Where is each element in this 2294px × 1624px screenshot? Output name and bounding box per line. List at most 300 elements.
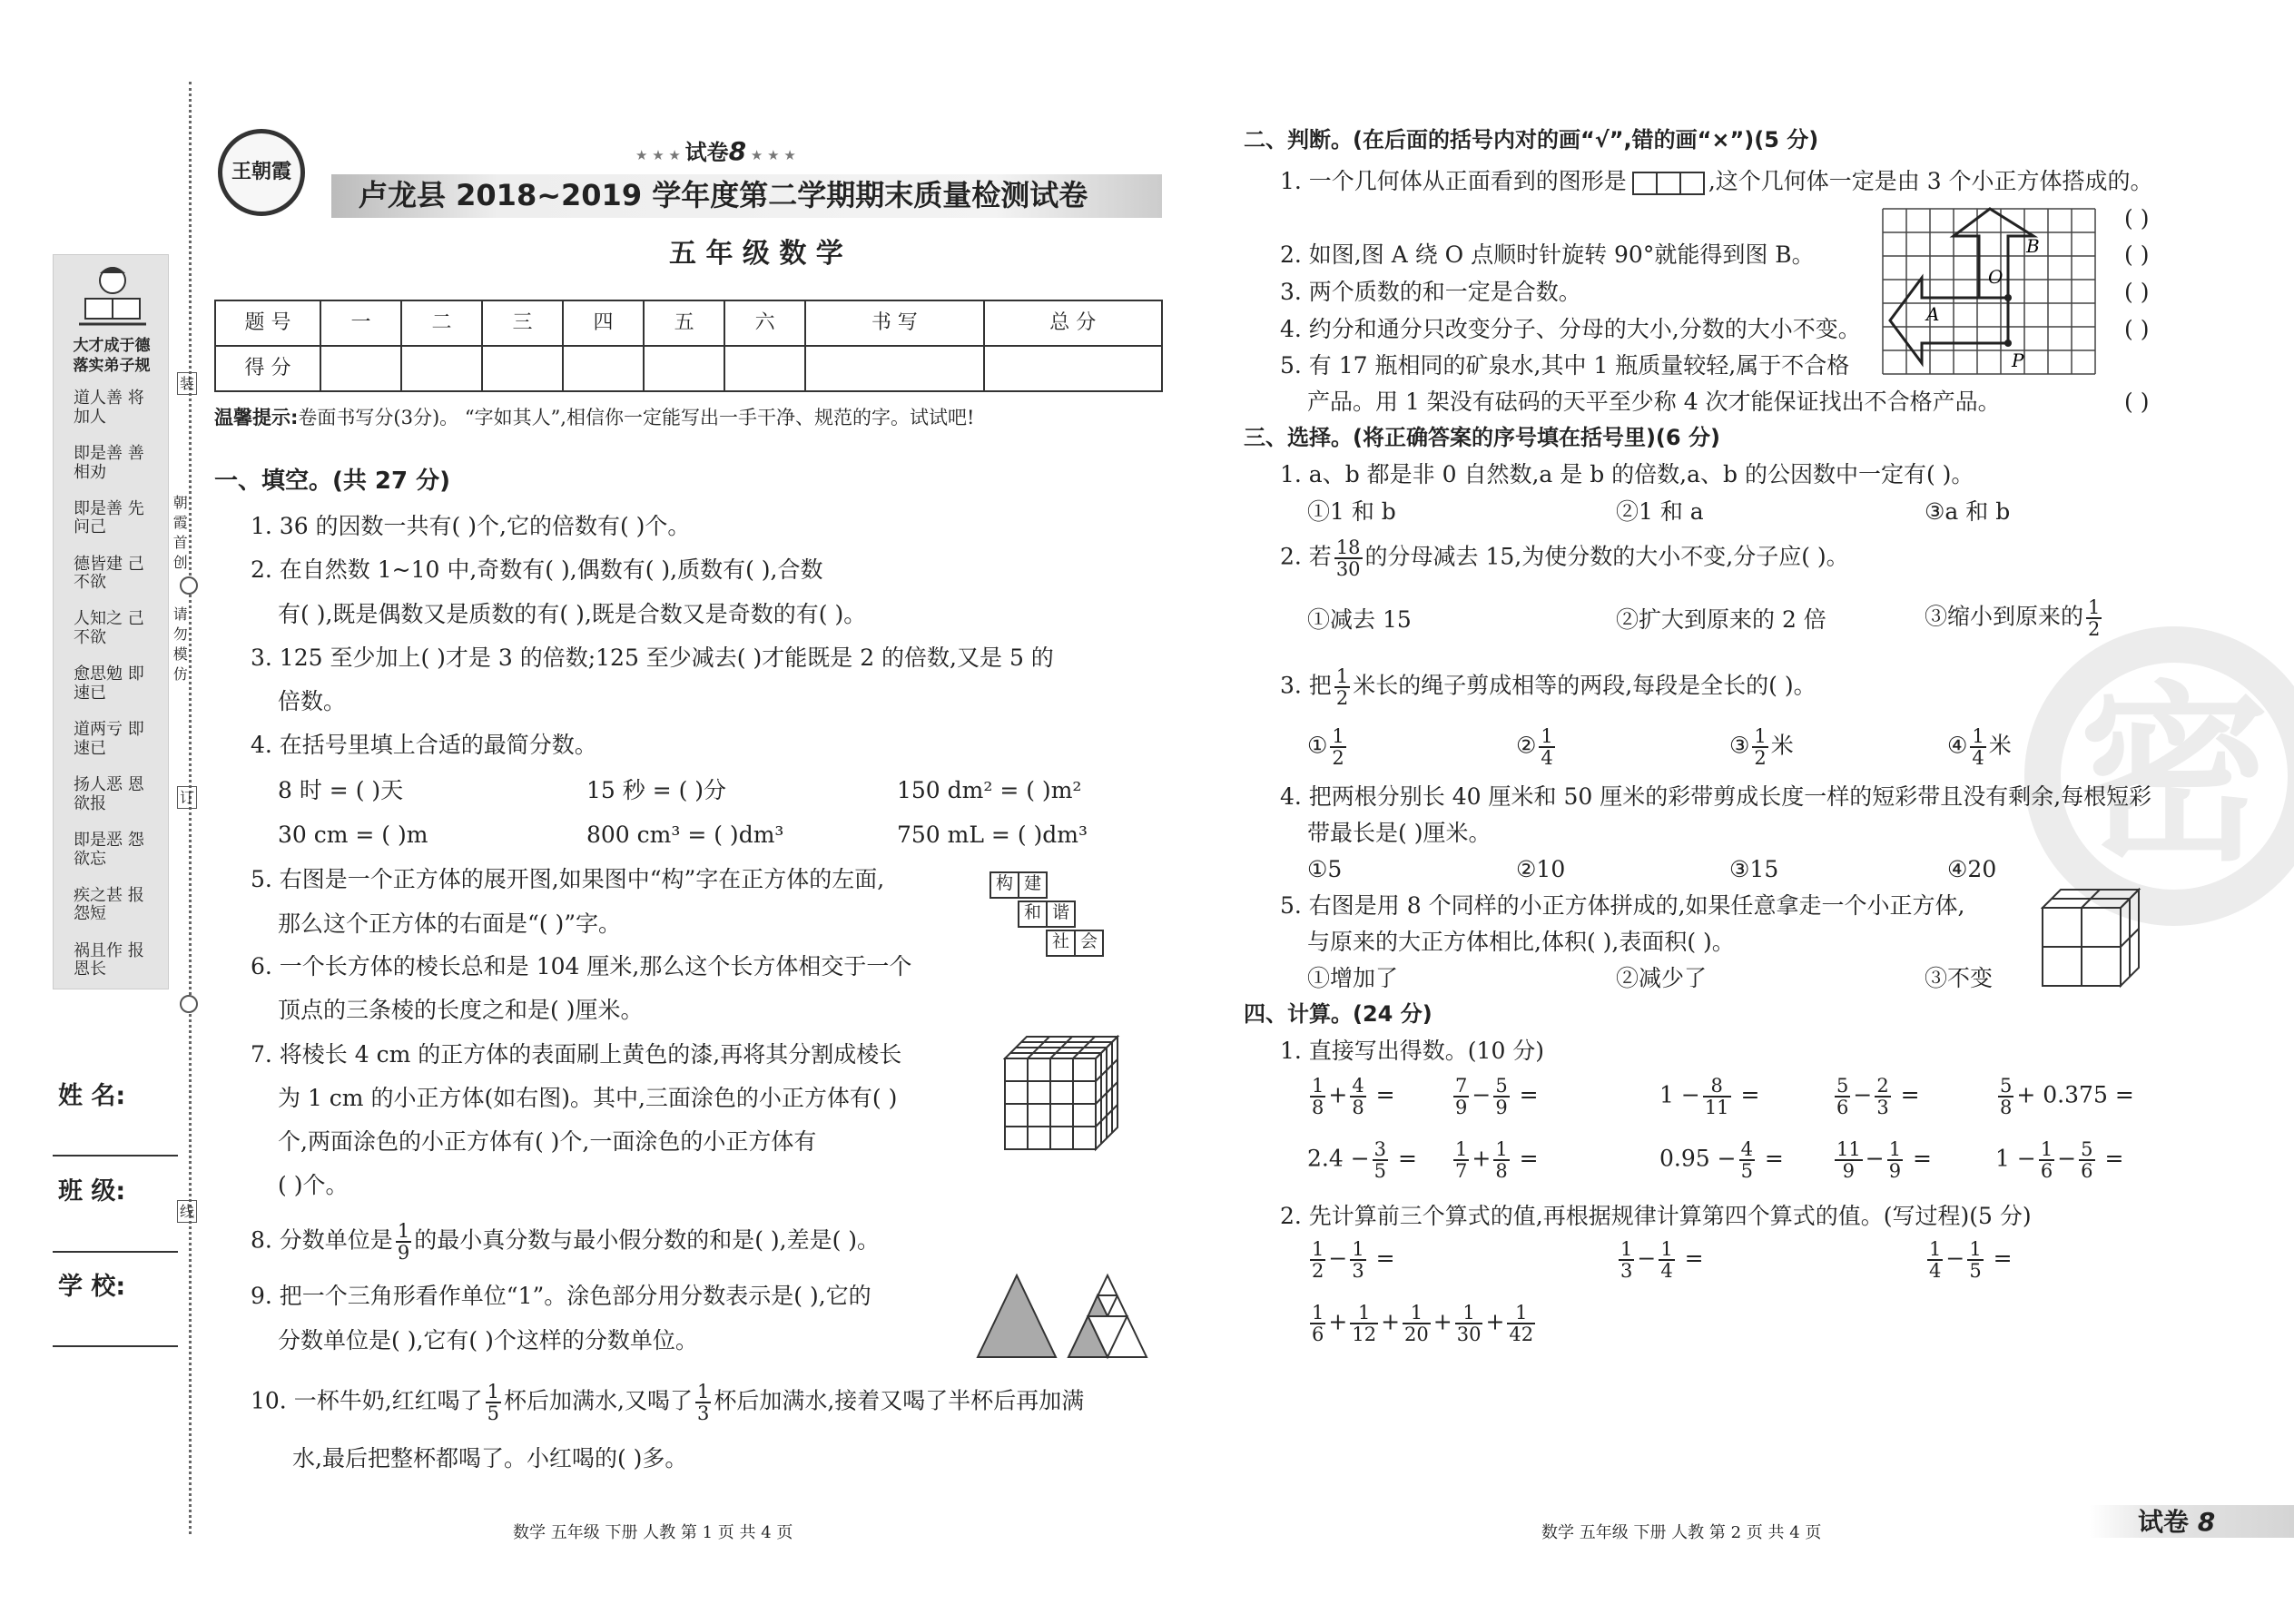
operator: + [1485, 1308, 1505, 1335]
fraction-den: 3 [1620, 1260, 1633, 1283]
operand: 0.95 [1659, 1145, 1710, 1172]
fraction-den: 9 [1455, 1097, 1468, 1119]
footer-right: 数学 五年级 下册 人教 第 2 页 共 4 页 [1541, 1523, 1822, 1542]
score-head-label: 题 号 [215, 300, 320, 346]
fraction-den: 6 [2081, 1160, 2093, 1183]
s3-q5-line2: 与原来的大正方体相比,体积( ),表面积( )。 [1307, 929, 1735, 955]
opt-unit: 米 [1988, 732, 2012, 759]
s3-q4-line2: 带最长是( )厘米。 [1307, 820, 1492, 846]
badge-number: 8 [728, 136, 747, 166]
exam-subtitle: 五 年 级 数 学 [669, 238, 843, 270]
calc-item [1659, 1076, 1759, 1117]
score-head-writing: 书 写 [805, 300, 983, 346]
fraction-num: 1 [1350, 1303, 1378, 1324]
maxim-10: 疾之甚 报怨短 [74, 885, 144, 924]
operator: + [1433, 1308, 1452, 1335]
calc-item [1307, 1076, 1395, 1117]
fraction [2039, 1139, 2054, 1181]
equals-sign: = [1398, 1145, 1417, 1172]
fraction [1998, 1076, 2013, 1117]
fraction [1739, 1139, 1755, 1181]
watermark-char: 密 [2078, 664, 2269, 887]
seal-char-bot: 线 [177, 1200, 197, 1223]
badge-stars-right: ★ ★ ★ [746, 147, 796, 163]
s2-q1 [1280, 168, 2153, 195]
s1-q2-line1: 2. 在自然数 1~10 中,奇数有( ),偶数有( ),质数有( ),合数 [251, 556, 823, 583]
maxim-8: 扬人恶 恩欲报 [74, 775, 144, 813]
operator: − [2057, 1145, 2077, 1172]
fraction-den: 6 [2040, 1160, 2053, 1183]
operand: 0.375 [2043, 1081, 2108, 1108]
opt-index: ③ [1729, 732, 1750, 759]
footer-left: 数学 五年级 下册 人教 第 1 页 共 4 页 [513, 1523, 793, 1542]
equals-sign: = [1519, 1145, 1539, 1172]
s3-q1-opt2[interactable]: ②1 和 a [1616, 498, 1704, 525]
maxim-9: 即是恶 怨欲忘 [74, 830, 144, 869]
calc-item [1659, 1139, 1784, 1181]
seal-char-mid: 订 [177, 786, 197, 809]
fraction-num: 5 [2081, 1138, 2093, 1160]
s2-q5-line2: 产品。用 1 架没有砝码的天平至少称 4 次才能保证找出不合格产品。 [1307, 389, 2001, 415]
s1-q4-conv-5: 800 cm³ = ( )dm³ [586, 822, 784, 848]
class-field[interactable] [53, 1251, 178, 1253]
s3-q2-post: 的分母减去 15,为使分数的大小不变,分子应( )。 [1364, 543, 1849, 570]
s3-q2-opt2[interactable]: ②扩大到原来的 2 倍 [1616, 606, 1826, 633]
fraction [2086, 597, 2102, 639]
calc-item [1451, 1076, 1539, 1117]
motto-panel [53, 254, 169, 989]
school-label: 学 校: [58, 1273, 126, 1301]
fraction [1659, 1239, 1674, 1281]
score-head-6: 六 [724, 300, 805, 346]
score-head-2: 二 [401, 300, 482, 346]
fraction-den: 5 [1969, 1260, 1982, 1283]
fraction-den: 3 [1352, 1260, 1364, 1283]
equals-sign: = [1519, 1081, 1539, 1108]
fraction [1927, 1239, 1943, 1281]
section-4-title: 四、计算。(24 分) [1244, 1001, 1433, 1027]
s3-q4-opt4[interactable]: ④20 [1947, 856, 1997, 882]
fraction [1330, 726, 1345, 768]
operator: − [1680, 1081, 1700, 1108]
fraction-den: 9 [1888, 1160, 1902, 1183]
s3-q2-opt3[interactable] [1925, 597, 2104, 639]
section-2-title: 二、判断。(在后面的括号内对的画“√”,错的画“×”)(5 分) [1244, 127, 1819, 153]
score-cell[interactable] [724, 346, 805, 391]
s2-q1-post: ,这个几何体一定是由 3 个小正方体搭成的。 [1708, 168, 2153, 194]
s1-q7-line1: 7. 将棱长 4 cm 的正方体的表面刷上黄色的漆,再将其分割成棱长 [251, 1041, 902, 1068]
s1-q8 [251, 1221, 880, 1263]
fraction-den: 42 [1509, 1324, 1534, 1346]
motto-top: 大才成于德 [73, 337, 151, 355]
s1-q10-line1 [251, 1382, 1084, 1423]
fraction [1752, 726, 1767, 768]
calc-item [1451, 1139, 1539, 1181]
fraction-num: 1 [1335, 665, 1349, 687]
fraction-num: 1 [1312, 1075, 1324, 1097]
fraction-den: 2 [1335, 687, 1349, 710]
operator: − [1945, 1245, 1965, 1272]
s1-q10-line2: 水,最后把整杯都喝了。小红喝的( )多。 [292, 1445, 688, 1471]
net-cell: 谐 [1046, 901, 1076, 928]
s1-q4-conv-3: 150 dm² = ( )m² [897, 777, 1082, 803]
s1-q4-conv-2: 15 秒 = ( )分 [586, 777, 727, 803]
maxim-5: 人知之 己不欲 [74, 609, 144, 648]
secret-watermark [2024, 626, 2294, 926]
fraction [1887, 1139, 1903, 1181]
fraction [1619, 1239, 1634, 1281]
s3-q1-opt3[interactable]: ③a 和 b [1925, 498, 2011, 525]
s3-q1-opt1[interactable]: ①1 和 b [1307, 498, 1396, 525]
calc-item [1925, 1239, 2013, 1281]
s1-q7-line3: 个,两面涂色的小正方体有( )个,一面涂色的小正方体有 [278, 1128, 817, 1155]
fraction-den: 6 [1836, 1097, 1849, 1119]
fraction-den: 4 [1972, 747, 1984, 770]
fraction-den: 2 [2088, 618, 2101, 641]
s3-q4-line1: 4. 把两根分别长 40 厘米和 50 厘米的彩带剪成长度一样的短彩带且没有剩余,每根短彩 [1280, 783, 2152, 810]
fraction-den: 5 [1740, 1160, 1753, 1183]
equals-sign: = [1375, 1245, 1395, 1272]
fraction-num: 7 [1455, 1075, 1468, 1097]
fraction-den: 8 [1495, 1160, 1508, 1183]
badge-label: 试卷 [684, 140, 729, 165]
fraction [695, 1382, 711, 1423]
fraction-den: 3 [696, 1403, 710, 1425]
s1-q10-c: 杯后加满水,接着又喝了半杯后再加满 [714, 1387, 1085, 1414]
score-row-label: 得 分 [215, 346, 320, 391]
s3-q5-opt1[interactable]: ①增加了 [1307, 965, 1399, 991]
fraction-den: 2 [1312, 1260, 1324, 1283]
front-view-shape [1634, 168, 1705, 195]
s1-q7-line4: ( )个。 [278, 1172, 349, 1198]
score-head-total: 总 分 [984, 300, 1162, 346]
s2-q3: 3. 两个质数的和一定是合数。 [1280, 279, 1581, 305]
s1-q8-post: 的最小真分数与最小假分数的和是( ),差是( )。 [414, 1226, 881, 1254]
fraction [396, 1221, 411, 1263]
s1-q5-line1: 5. 右图是一个正方体的展开图,如果图中“构”字在正方体的左面, [251, 866, 885, 892]
tip-label: 温馨提示: [214, 407, 299, 428]
section-1-title: 一、填空。(共 27 分) [214, 468, 451, 495]
s3-q3-opt3[interactable] [1729, 726, 1794, 768]
s1-q9-line2: 分数单位是( ),它有( )个这样的分数单位。 [278, 1327, 698, 1353]
maxims-column [74, 389, 155, 979]
operator: + [1381, 1308, 1401, 1335]
cube-4x4-figure [1003, 1035, 1121, 1153]
fraction [1310, 1076, 1325, 1117]
fraction-num: 1 [1403, 1303, 1431, 1324]
equals-sign: = [1993, 1245, 2013, 1272]
fraction-den: 3 [1876, 1097, 1889, 1119]
net-cell: 和 [1018, 901, 1048, 928]
s4-q2: 2. 先计算前三个算式的值,再根据规律计算第四个算式的值。(写过程)(5 分) [1280, 1203, 2032, 1229]
s2-q5-answer[interactable]: ( ) [2124, 389, 2150, 415]
s1-q3-line2: 倍数。 [278, 688, 347, 714]
grid-label-p: P [2012, 349, 2024, 371]
maxim-6: 愈思勉 即速已 [74, 664, 144, 703]
score-cell[interactable] [482, 346, 563, 391]
equals-sign: = [1913, 1145, 1932, 1172]
calc-item [1307, 1239, 1395, 1281]
s3-q2-pre: 2. 若 [1280, 543, 1332, 570]
fraction-den: 9 [1495, 1097, 1508, 1119]
fraction [1310, 1239, 1325, 1281]
fraction-den: 12 [1352, 1324, 1377, 1346]
s2-q4-answer[interactable]: ( ) [2124, 316, 2150, 342]
opt-index: ① [1307, 732, 1328, 759]
fraction-num: 1 [397, 1220, 410, 1242]
score-cell[interactable] [320, 346, 401, 391]
s1-q3-line1: 3. 125 至少加上( )才是 3 的倍数;125 至少减去( )才能既是 2 的倍数,又是 5 的 [251, 645, 1054, 671]
calc-item [1616, 1239, 1704, 1281]
s1-q7-line2: 为 1 cm 的小正方体(如右图)。其中,三面涂色的小正方体有( ) [278, 1085, 898, 1111]
section-3-title: 三、选择。(将正确答案的序号填在括号里)(6 分) [1244, 425, 1720, 450]
score-cell[interactable] [401, 346, 482, 391]
fraction [1539, 726, 1554, 768]
maxim-11: 祸且作 报恩长 [74, 940, 144, 979]
paper-badge [635, 136, 796, 167]
fraction-num: 1 [1352, 1238, 1364, 1260]
equals-sign: = [1764, 1145, 1784, 1172]
fraction-num: 1 [1495, 1138, 1508, 1160]
fraction-num: 1 [487, 1381, 500, 1403]
fraction-num: 1 [1541, 725, 1553, 747]
operator: − [2016, 1145, 2036, 1172]
s3-q2-opt3-text: ③缩小到原来的 [1925, 603, 2084, 630]
fraction-den: 30 [1456, 1324, 1482, 1346]
fraction-den: 20 [1404, 1324, 1429, 1346]
score-head-3: 三 [482, 300, 563, 346]
fraction [1967, 1239, 1983, 1281]
fraction [1875, 1076, 1890, 1117]
score-cell[interactable] [644, 346, 724, 391]
motto-bottom: 落实弟子规 [73, 357, 151, 375]
s1-q10-a: 10. 一杯牛奶,红红喝了 [251, 1387, 483, 1414]
operator: − [1717, 1145, 1737, 1172]
s3-q3-opt2[interactable] [1516, 726, 1558, 768]
s2-q3-answer[interactable]: ( ) [2124, 279, 2150, 305]
s1-q10-b: 杯后加满水,又喝了 [504, 1387, 693, 1414]
s2-q2-answer[interactable]: ( ) [2124, 241, 2150, 268]
s1-q4-conv-6: 750 mL = ( )dm³ [897, 822, 1088, 848]
fraction [1350, 1076, 1365, 1117]
s3-q2 [1280, 537, 1849, 579]
fraction-den: 9 [397, 1242, 410, 1265]
fraction [1835, 1076, 1850, 1117]
net-cell: 社 [1046, 930, 1076, 957]
fraction [1455, 1303, 1483, 1344]
fraction [1350, 1239, 1365, 1281]
operator: + [1328, 1308, 1348, 1335]
fraction-num: 4 [1740, 1138, 1753, 1160]
operator: + [2016, 1081, 2036, 1108]
fraction-den: 5 [487, 1403, 500, 1425]
corner-badge [2138, 1507, 2215, 1538]
fraction-den: 8 [1312, 1097, 1324, 1119]
calc-item [1832, 1139, 1932, 1181]
maxim-2: 即是善 善相劝 [74, 443, 144, 482]
s1-q4: 4. 在括号里填上合适的最简分数。 [251, 732, 597, 758]
school-field[interactable] [53, 1345, 178, 1347]
fraction [1835, 1139, 1863, 1181]
s3-q3-opt4[interactable] [1947, 726, 2012, 768]
net-cell: 会 [1074, 930, 1104, 957]
score-cell[interactable] [984, 346, 1162, 391]
triangle-figures [973, 1271, 1155, 1362]
fraction [1403, 1303, 1431, 1344]
operator: + [1328, 1081, 1348, 1108]
badge-stars-left: ★ ★ ★ [635, 147, 685, 163]
exam-title: 卢龙县 2018~2019 学年度第二学期期末质量检测试卷 [359, 178, 1088, 212]
equals-sign: = [1375, 1081, 1395, 1108]
opt-index: ② [1516, 732, 1537, 759]
s1-q5-line2: 那么这个正方体的右面是“( )”字。 [278, 910, 622, 937]
s1-q6-line2: 顶点的三条棱的长度之和是( )厘米。 [278, 997, 644, 1023]
fraction-num: 2 [1876, 1075, 1889, 1097]
operator: − [1865, 1145, 1885, 1172]
calc-row-1 [1307, 1076, 2179, 1130]
tip-text: 卷面书写分(3分)。 “字如其人”,相信你一定能写出一手干净、规范的字。试试吧! [298, 407, 975, 428]
fraction-num: 1 [1660, 1238, 1673, 1260]
score-table [214, 300, 1163, 392]
fraction-num: 1 [1332, 725, 1344, 747]
s2-q5-line1: 5. 有 17 瓶相同的矿泉水,其中 1 瓶质量较轻,属于不合格 [1280, 352, 1850, 379]
fraction-den: 9 [1842, 1160, 1856, 1183]
s3-q5-opt2[interactable]: ②减少了 [1616, 965, 1708, 991]
score-cell[interactable] [805, 346, 983, 391]
fraction-num: 1 [1972, 725, 1984, 747]
s1-q8-pre: 8. 分数单位是 [251, 1226, 393, 1254]
name-field[interactable] [53, 1155, 178, 1156]
s4-q1: 1. 直接写出得数。(10 分) [1280, 1038, 1545, 1064]
class-label: 班 级: [58, 1177, 126, 1206]
fraction-den: 4 [1541, 747, 1553, 770]
fraction-den: 5 [1373, 1160, 1387, 1183]
s3-q4-opt2[interactable]: ②10 [1516, 856, 1566, 882]
fraction-num: 1 [1754, 725, 1767, 747]
s3-q3-opt1[interactable] [1307, 726, 1349, 768]
maxim-7: 道两亏 即速已 [74, 720, 144, 758]
fraction [2079, 1139, 2094, 1181]
s1-q9-line1: 9. 把一个三角形看作单位“1”。涂色部分用分数表示是( ),它的 [251, 1283, 871, 1309]
score-cell[interactable] [563, 346, 644, 391]
corner-label: 试卷 [2138, 1507, 2190, 1537]
s3-q4-opt1[interactable]: ①5 [1307, 856, 1343, 882]
fraction-num: 3 [1373, 1138, 1387, 1160]
fraction-num: 5 [1836, 1075, 1849, 1097]
fraction [1453, 1076, 1469, 1117]
s1-q2-line2: 有( ),既是偶数又是质数的有( ),既是合数又是奇数的有( )。 [278, 601, 867, 627]
fraction-den: 2 [1754, 747, 1767, 770]
cube-2x2-figure [2041, 888, 2142, 989]
operand: 1 [1659, 1081, 1674, 1108]
fraction-num: 1 [2040, 1138, 2053, 1160]
operand: 1 [1995, 1145, 2010, 1172]
calc-item [1832, 1076, 1920, 1117]
fraction-num: 1 [1929, 1238, 1942, 1260]
fraction [1373, 1139, 1388, 1181]
name-label: 姓 名: [58, 1082, 126, 1110]
s3-q3-post: 米长的绳子剪成相等的两段,每段是全长的( )。 [1353, 672, 1816, 699]
s2-q1-pre: 1. 一个几何体从正面看到的图形是 [1280, 168, 1627, 194]
fraction [1970, 726, 1985, 768]
fraction-num: 1 [1507, 1303, 1535, 1324]
fraction-den: 8 [1352, 1097, 1364, 1119]
fraction-num: 1 [1455, 1303, 1483, 1324]
fraction [1493, 1076, 1509, 1117]
score-head-5: 五 [644, 300, 724, 346]
equals-sign: = [2114, 1081, 2134, 1108]
operator: − [1472, 1081, 1492, 1108]
s3-q1: 1. a、b 都是非 0 自然数,a 是 b 的倍数,a、b 的公因数中一定有( )。 [1280, 461, 1974, 487]
equals-sign: = [1900, 1081, 1920, 1108]
operator: + [1472, 1145, 1492, 1172]
corner-number: 8 [2197, 1507, 2216, 1537]
fraction-num: 11 [1836, 1138, 1861, 1160]
binding-hole-2 [180, 995, 198, 1013]
fraction [1493, 1139, 1509, 1181]
equals-sign: = [1684, 1245, 1704, 1272]
fraction-num: 1 [1312, 1302, 1324, 1324]
s2-q2: 2. 如图,图 A 绕 O 点顺时针旋转 90°就能得到图 B。 [1280, 241, 1815, 268]
opt-unit: 米 [1770, 732, 1794, 759]
logo-text: 王朝霞 [231, 160, 291, 183]
grid-label-a: A [1926, 303, 1940, 325]
opt-index: ④ [1947, 732, 1968, 759]
fraction-num: 1 [1888, 1138, 1902, 1160]
operator: − [1637, 1245, 1657, 1272]
s3-q5-opt3[interactable]: ③不变 [1925, 965, 1994, 991]
s1-q4-conv-4: 30 cm = ( )m [278, 822, 428, 848]
fraction-den: 6 [1312, 1324, 1324, 1346]
net-cell: 建 [1018, 871, 1048, 899]
fraction-den: 8 [2000, 1097, 2013, 1119]
grid-label-o: O [1988, 266, 2004, 288]
fraction-num: 1 [1620, 1238, 1633, 1260]
s3-q3-pre: 3. 把 [1280, 672, 1332, 699]
fraction-den: 2 [1332, 747, 1344, 770]
cube-net-figure [989, 871, 1108, 959]
grid-label-b: B [2026, 235, 2040, 257]
fraction [486, 1382, 501, 1423]
s3-q3 [1280, 666, 1816, 708]
calc-item [1995, 1139, 2123, 1181]
s1-q6-line1: 6. 一个长方体的棱长总和是 104 厘米,那么这个长方体相交于一个 [251, 953, 912, 979]
publisher-logo [218, 129, 305, 216]
fraction-num: 1 [2088, 596, 2101, 618]
calc-row-4 [1307, 1303, 1538, 1344]
fraction-den: 11 [1704, 1097, 1729, 1119]
s3-q2-opt1[interactable]: ①减去 15 [1307, 606, 1412, 633]
s1-q1: 1. 36 的因数一共有( )个,它的倍数有( )个。 [251, 513, 691, 539]
calc-row-2 [1307, 1139, 2179, 1194]
rotation-grid-figure [1881, 207, 2099, 376]
calc-item [1307, 1139, 1417, 1181]
fraction-num: 5 [1495, 1075, 1508, 1097]
fraction [1310, 1303, 1325, 1344]
fraction-den: 7 [1455, 1160, 1468, 1183]
fraction-den: 30 [1335, 558, 1361, 581]
tip-line [214, 407, 974, 429]
s3-q4-opt3[interactable]: ③15 [1729, 856, 1779, 882]
scholar-illustration [72, 261, 153, 333]
maxim-1: 道人善 将加人 [74, 389, 144, 427]
equals-sign: = [1740, 1081, 1760, 1108]
fraction-num: 1 [1969, 1238, 1982, 1260]
s2-q1-answer[interactable]: ( ) [2124, 205, 2150, 231]
maxim-3: 即是善 先问己 [74, 498, 144, 537]
operator: − [1328, 1245, 1348, 1272]
fraction-num: 5 [2000, 1075, 2013, 1097]
